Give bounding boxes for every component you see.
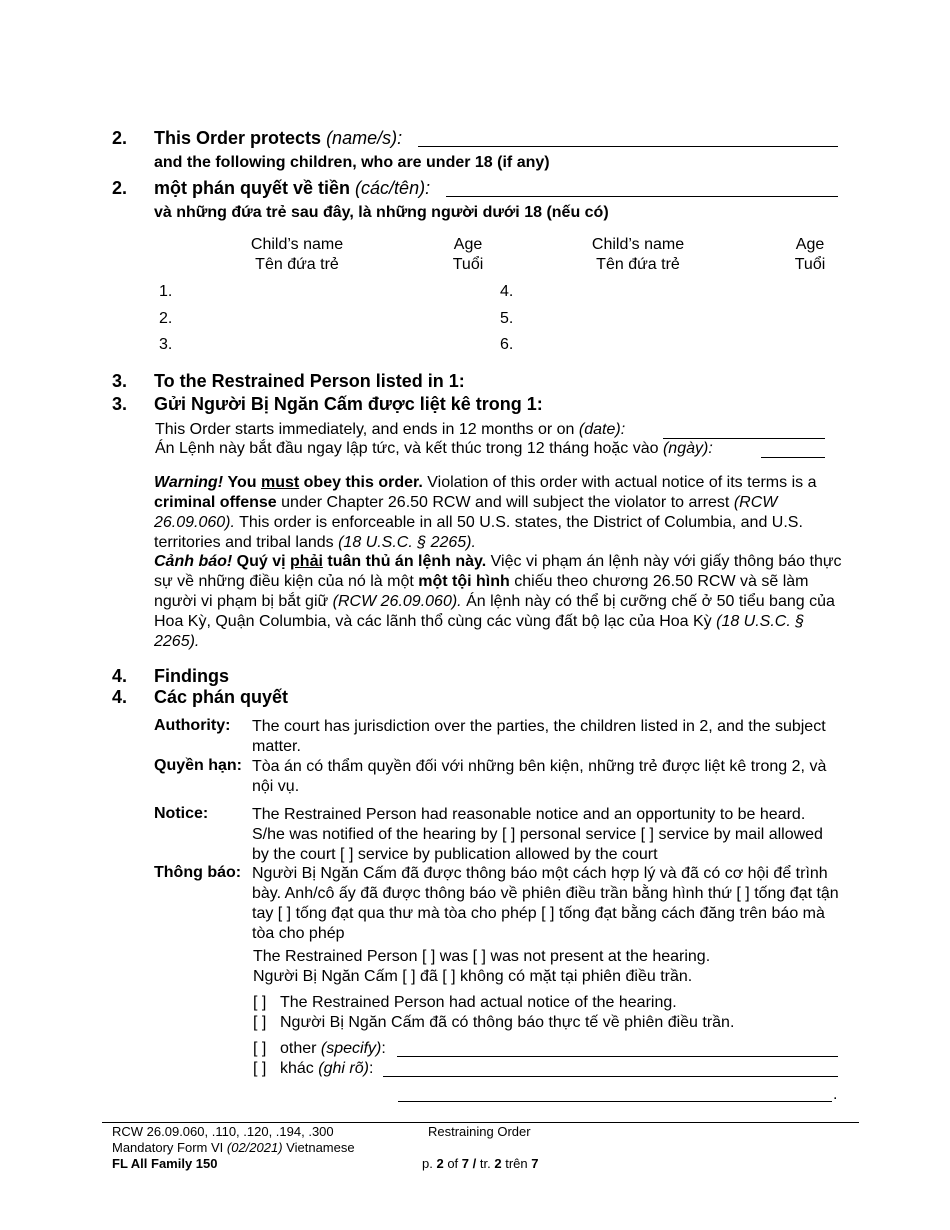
warning-rcw-vi: (RCW 26.09.060). — [332, 593, 462, 610]
end-date-field[interactable] — [663, 438, 825, 439]
end-date-field-vi[interactable] — [761, 457, 825, 458]
protects-line-vi — [154, 178, 430, 199]
other-text: other — [280, 1040, 317, 1057]
order-start-vi-date-label: (ngày): — [662, 440, 713, 457]
footer-rule — [102, 1122, 859, 1123]
warning-obey-vi: tuân thủ án lệnh này. — [327, 553, 487, 570]
footer-form-name: Mandatory Form VI — [112, 1140, 224, 1155]
footer-total: 7 — [461, 1156, 470, 1171]
footer-slash: / — [472, 1156, 477, 1171]
other-colon-vi: : — [368, 1060, 374, 1077]
section-4-title-en: Findings — [154, 666, 229, 686]
warning-criminal-offense-vi: một tội hình — [418, 573, 510, 590]
footer-tren: trên — [505, 1156, 528, 1171]
thong-bao-label: Thông báo: — [154, 864, 242, 881]
order-start-vi — [155, 440, 713, 458]
footer-p: p. — [422, 1156, 433, 1171]
child-row-1[interactable]: 1. — [159, 283, 173, 300]
warning-you-vi: Quý vị — [236, 553, 286, 570]
col-header-name-en: Child’s name — [250, 236, 344, 253]
warning-must: must — [260, 474, 300, 491]
warning-text-3-vi: Án lệnh này có thể bị cưỡng chế ở 50 tiểu bang của Hoa Kỳ, Quận Columbia, và các lãnh thổ cùng các vùng đất bộ lạc của Hoa Kỳ — [154, 593, 835, 630]
child-row-4[interactable]: 4. — [500, 283, 514, 300]
footer-page: 2 — [436, 1156, 444, 1171]
order-start-vi-text: Án Lệnh này bắt đầu ngay lập tức, và kết thúc trong 12 tháng hoặc vào — [155, 440, 659, 457]
warning-rcw: (RCW 26.09.060). — [154, 494, 778, 531]
col-header-name-vi: Tên đứa trẻ — [596, 256, 680, 273]
warning-text-1-vi: Việc vi phạm án lệnh này với giấy thông báo thực sự về những điều kiện của nó là một — [154, 553, 842, 590]
col-header-age-vi: Tuổi — [452, 256, 484, 273]
presence-vi: Người Bị Ngăn Cấm [ ] đã [ ] không có mặt tại phiên điều trần. — [253, 968, 693, 985]
section-3-title-vi: Gửi Người Bị Ngăn Cấm được liệt kê trong 1: — [154, 394, 543, 414]
footer-of: of — [447, 1156, 459, 1171]
other-specify-field[interactable] — [397, 1056, 838, 1057]
protects-label-vi-italic: (các/tên): — [355, 178, 431, 198]
warning-text-1: Violation of this order with actual notice of its terms is a — [427, 474, 817, 491]
section-4-title-vi: Các phán quyết — [154, 687, 289, 707]
col-header-age-en: Age — [453, 236, 483, 253]
warning-text-2-vi: chiếu theo chương 26.50 RCW và sẽ làm người vi phạm bị bắt giữ — [154, 573, 809, 610]
section-3-title-en: To the Restrained Person listed in 1: — [154, 371, 465, 391]
order-start-en — [155, 421, 625, 439]
actual-notice-vi: Người Bị Ngăn Cấm đã có thông báo thực tế về phiên điều trần. — [280, 1014, 735, 1031]
protects-label: This Order protects — [154, 128, 322, 148]
col-header-name-vi: Tên đứa trẻ — [255, 256, 339, 273]
warning-vi — [154, 552, 844, 652]
footer-form-language: Vietnamese — [286, 1140, 355, 1155]
protected-name-field[interactable] — [418, 146, 838, 147]
warning-usc: (18 U.S.C. § 2265). — [338, 534, 476, 551]
authority-text: The court has jurisdiction over the parties, the children listed in 2, and the subject matter. — [252, 718, 826, 755]
section-2-number-vi: 2. — [112, 178, 128, 198]
thong-bao-text: Người Bị Ngăn Cấm đã được thông báo một cách hợp lý và đã có cơ hội để trình bày. Anh/cô ấy đã được thông báo về phiên điều trần bằng hình thứ [ ] tống đạt tận tay [ ] tống đạt qua thư mà tòa cho phép [ ] tống đạt bằng cách đăng trên báo mà tòa cho phép — [252, 865, 839, 942]
footer-form-number: FL All Family 150 — [112, 1156, 218, 1171]
section-2-number: 2. — [112, 128, 128, 148]
col-header-age-vi: Tuổi — [794, 256, 826, 273]
protects-label-italic: (name/s): — [326, 128, 403, 148]
order-start-en-text: This Order starts immediately, and ends in 12 months or on — [155, 421, 575, 438]
quyen-han-label: Quyền hạn: — [154, 757, 243, 774]
warning-label: Warning! — [154, 474, 224, 491]
line-end-period: . — [833, 1086, 838, 1103]
actual-notice-checkbox-vi[interactable]: [ ] — [253, 1014, 267, 1031]
footer-page-vi: 2 — [494, 1156, 502, 1171]
warning-text-3: This order is enforceable in all 50 U.S. states, the District of Columbia, and U.S. territories and tribal lands — [154, 514, 803, 551]
protects-line — [154, 128, 402, 149]
footer-form — [112, 1140, 355, 1156]
footer-rcw: RCW 26.09.060, .110, .120, .194, .300 — [112, 1124, 334, 1139]
footer-title: Restraining Order — [428, 1124, 531, 1139]
warning-text-2: under Chapter 26.50 RCW and will subject the violator to arrest — [281, 494, 730, 511]
child-row-2[interactable]: 2. — [159, 310, 173, 327]
footer-tr: tr. — [479, 1156, 491, 1171]
protected-name-field-vi[interactable] — [446, 196, 838, 197]
child-row-5[interactable]: 5. — [500, 310, 514, 327]
other-specify-field-continued[interactable] — [398, 1101, 832, 1102]
quyen-han-text: Tòa án có thẩm quyền đối với những bên kiện, những trẻ được liệt kê trong 2, và nội vụ. — [252, 758, 827, 795]
other-colon: : — [381, 1040, 386, 1057]
footer-page-number — [422, 1156, 539, 1172]
col-header-age-2 — [780, 235, 840, 275]
other-label-en — [280, 1040, 386, 1058]
col-header-age-1 — [438, 235, 498, 275]
protects-label-vi: một phán quyết về tiền — [154, 178, 351, 198]
section-3-number-vi: 3. — [112, 394, 128, 414]
children-intro-en: and the following children, who are under 18 (if any) — [154, 154, 550, 171]
actual-notice-checkbox[interactable]: [ ] — [253, 994, 267, 1011]
warning-must-vi: phải — [290, 553, 323, 570]
warning-usc-vi: (18 U.S.C. § 2265). — [154, 613, 805, 650]
other-label-vi — [280, 1060, 373, 1078]
footer-total-vi: 7 — [531, 1156, 539, 1171]
other-specify: (specify) — [320, 1040, 382, 1057]
warning-label-vi: Cảnh báo! — [154, 553, 233, 570]
other-text-vi: khác — [280, 1060, 314, 1077]
actual-notice-en: The Restrained Person had actual notice of the hearing. — [280, 994, 677, 1011]
col-header-age-en: Age — [795, 236, 825, 253]
warning-criminal-offense: criminal offense — [154, 494, 277, 511]
child-row-6[interactable]: 6. — [500, 336, 514, 353]
section-4-number-vi: 4. — [112, 687, 128, 707]
warning-obey: obey this order. — [303, 474, 423, 491]
other-specify-vi: (ghi rõ) — [318, 1060, 369, 1077]
other-checkbox-vi[interactable]: [ ] — [253, 1060, 267, 1077]
footer-form-date: (02/2021) — [226, 1140, 283, 1155]
col-header-child-name-1 — [217, 235, 377, 275]
col-header-name-en: Child’s name — [591, 236, 685, 253]
notice-text: The Restrained Person had reasonable notice and an opportunity to be heard. S/he was notified of the hearing by [ ] personal service [ ] service by mail allowed by the court [ ] service by publication allowed by the court — [252, 806, 823, 863]
warning-en — [154, 473, 844, 553]
notice-label: Notice: — [154, 805, 209, 822]
section-4-number: 4. — [112, 666, 128, 686]
warning-you: You — [227, 474, 257, 491]
other-specify-field-vi[interactable] — [383, 1076, 838, 1077]
section-3-number: 3. — [112, 371, 128, 391]
child-row-3[interactable]: 3. — [159, 336, 173, 353]
children-intro-vi: và những đứa trẻ sau đây, là những người dưới 18 (nếu có) — [154, 204, 609, 221]
other-checkbox[interactable]: [ ] — [253, 1040, 267, 1057]
authority-label: Authority: — [154, 717, 231, 734]
order-start-en-date-label: (date): — [578, 421, 626, 438]
presence-en: The Restrained Person [ ] was [ ] was not present at the hearing. — [253, 948, 711, 965]
col-header-child-name-2 — [558, 235, 718, 275]
